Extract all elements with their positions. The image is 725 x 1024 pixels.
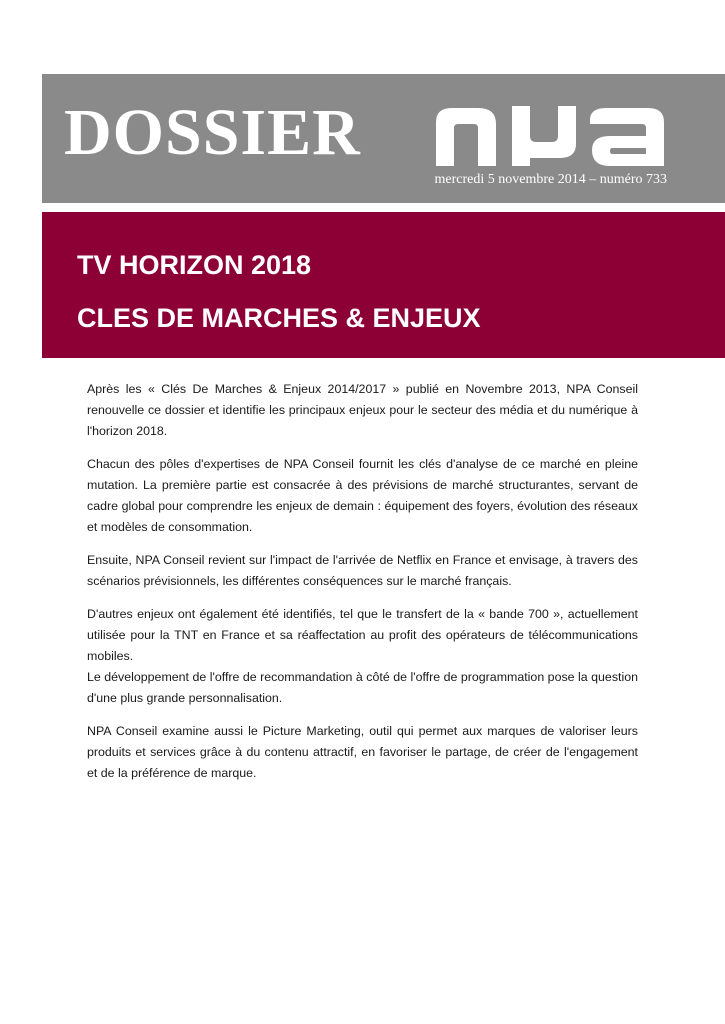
article-body — [87, 379, 638, 796]
title-line-2: CLES DE MARCHES & ENJEUX — [77, 303, 481, 333]
issue-date: mercredi 5 novembre 2014 – numéro 733 — [434, 172, 667, 187]
paragraph: Après les « Clés De Marches & Enjeux 2014/2017 » publié en Novembre 2013, NPA Conseil renouvelle ce dossier et identifie les principaux enjeux pour le secteur des média et du numérique à l'horizon 2018. — [87, 382, 638, 438]
masthead-banner — [42, 74, 725, 203]
title-line-1: TV HORIZON 2018 — [77, 250, 312, 280]
paragraph: NPA Conseil examine aussi le Picture Marketing, outil qui permet aux marques de valoriser leurs produits et services grâce à du contenu attractif, en favoriser le partage, de créer de l'engagement et de la préférence de marque. — [87, 724, 638, 780]
masthead-title: DOSSIER — [64, 96, 361, 169]
paragraph: Chacun des pôles d'expertises de NPA Conseil fournit les clés d'analyse de ce marché en pleine mutation. La première partie est consacrée à des prévisions de marché structurantes, servant de cadre global pour comprendre les enjeux de demain : équipement des foyers, évolution des réseaux et modèles de consommation. — [87, 457, 638, 534]
paragraph: D'autres enjeux ont également été identifiés, tel que le transfert de la « bande 700 », actuellement utilisée pour la TNT en France et sa réaffectation au profit des opérateurs de télécommunications mobiles. — [87, 607, 638, 663]
npa-logo — [434, 106, 666, 166]
paragraph: Ensuite, NPA Conseil revient sur l'impact de l'arrivée de Netflix en France et envisage, à travers des scénarios prévisionnels, les différentes conséquences sur le marché français. — [87, 553, 638, 588]
title-banner — [42, 212, 725, 358]
paragraph: Le développement de l'offre de recommandation à côté de l'offre de programmation pose la question d'une plus grande personnalisation. — [87, 670, 638, 705]
